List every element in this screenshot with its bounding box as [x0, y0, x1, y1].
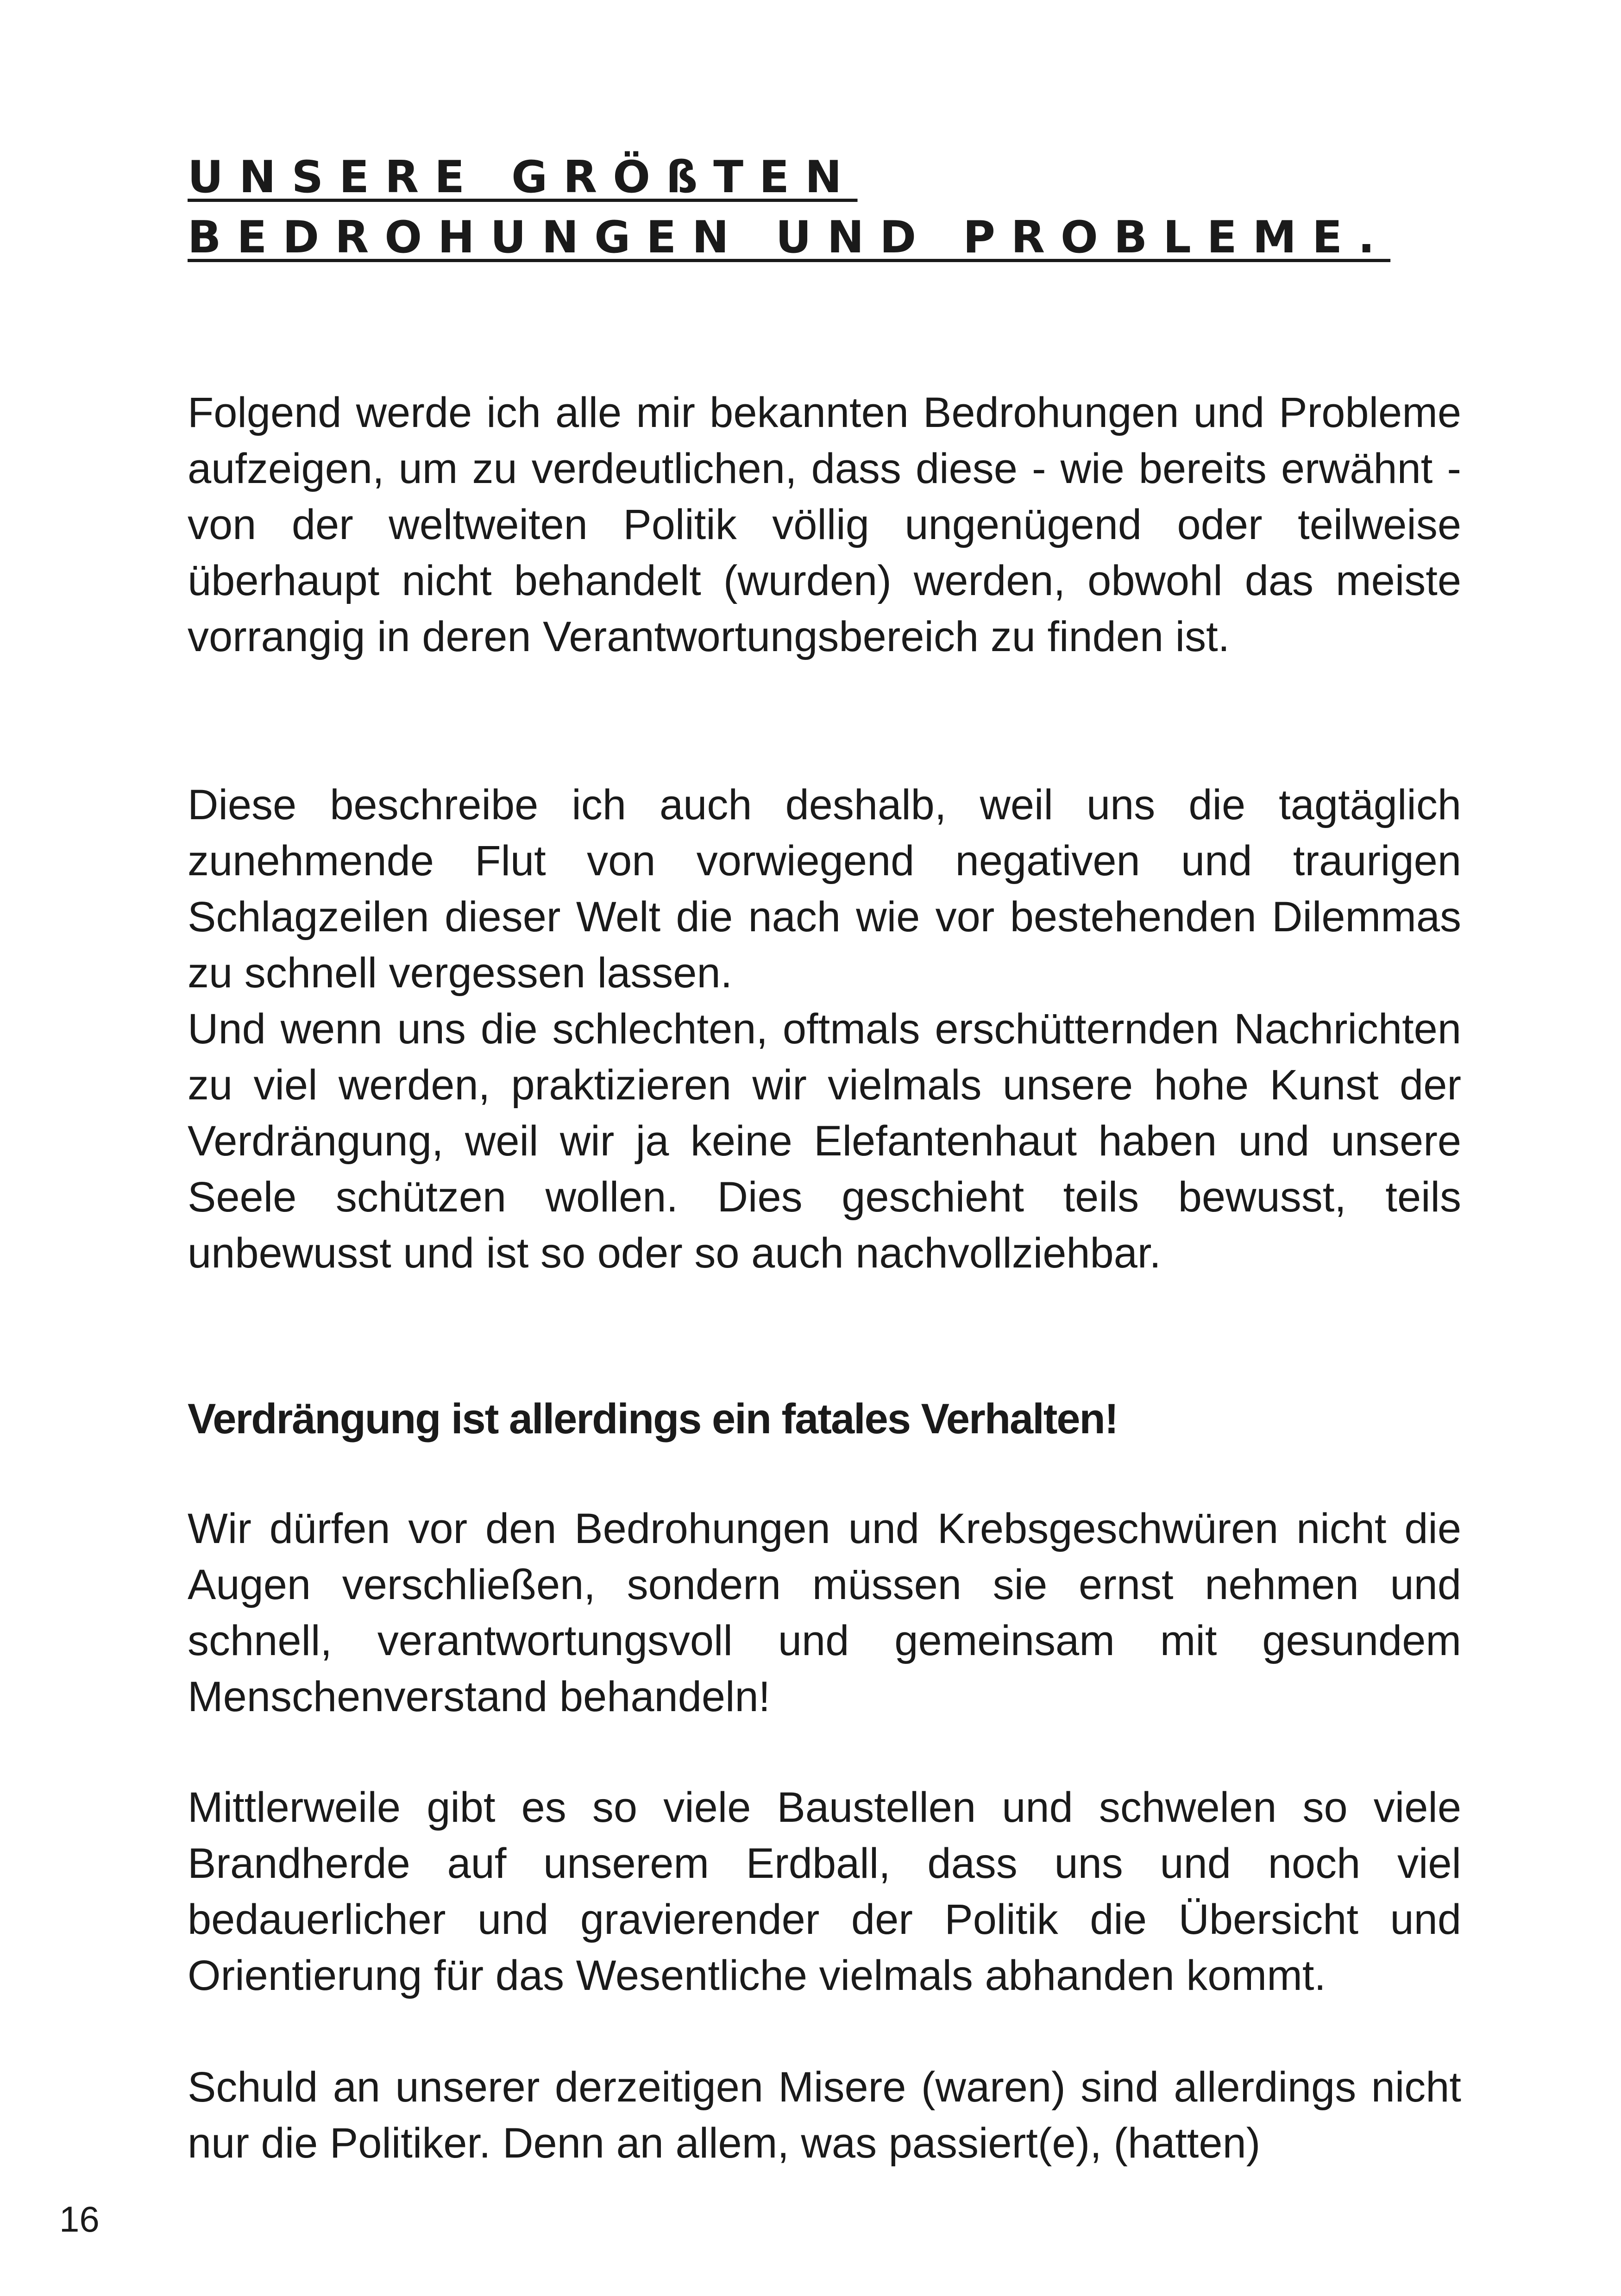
paragraph-headlines: Diese beschreibe ich auch deshalb, weil uns die tagtäglich zunehmende Flut von vorwiegend negativen und traurigen Schlagzeilen dieser Welt die nach wie vor bestehenden Dilemmas zu schnell vergessen lassen. [188, 781, 1461, 997]
chapter-heading-line-2: BEDROHUNGEN UND PROBLEME. [188, 212, 1391, 263]
paragraph-emphasis: Verdrängung ist allerdings ein fatales Verhalten! [188, 1395, 1118, 1443]
paragraph-construction-sites: Mittlerweile gibt es so viele Baustellen und schwelen so viele Brandherde auf unserem Erdball, dass uns und noch viel bedauerlicher und gravierender der Politik die Übersicht und Orientierung für das Wesentliche vielmals abhanden kommt. [188, 1784, 1461, 1999]
paragraph-blame: Schuld an unserer derzeitigen Misere (waren) sind allerdings nicht nur die Politiker. Denn an allem, was passiert(e), (hatten) [188, 2064, 1461, 2167]
paragraph-call-to-action: Wir dürfen vor den Bedrohungen und Krebsgeschwüren nicht die Augen verschließen, sondern müssen sie ernst nehmen und schnell, verantwortungsvoll und gemeinsam mit gesundem Menschenverstand behandeln! [188, 1505, 1461, 1720]
page-number: 16 [59, 2199, 100, 2240]
paragraph-repression: Und wenn uns die schlechten, oftmals erschütternden Nachrichten zu viel werden, praktizieren wir vielmals unsere hohe Kunst der Verdrängung, weil wir ja keine Elefantenhaut haben und unsere Seele schützen wollen. Dies geschieht teils bewusst, teils unbewusst und ist so oder so auch nachvollziehbar. [188, 1005, 1461, 1277]
chapter-heading-line-1: UNSERE GRÖßTEN [188, 152, 858, 203]
paragraph-intro: Folgend werde ich alle mir bekannten Bedrohungen und Probleme aufzeigen, um zu verdeutlichen, dass diese - wie bereits erwähnt - von der weltweiten Politik völlig ungenügend oder teilweise überhaupt nicht behandelt (wurden) werden, obwohl das meiste vorrangig in deren Verantwortungsbereich zu finden ist. [188, 389, 1461, 660]
chapter-heading [188, 147, 1390, 268]
